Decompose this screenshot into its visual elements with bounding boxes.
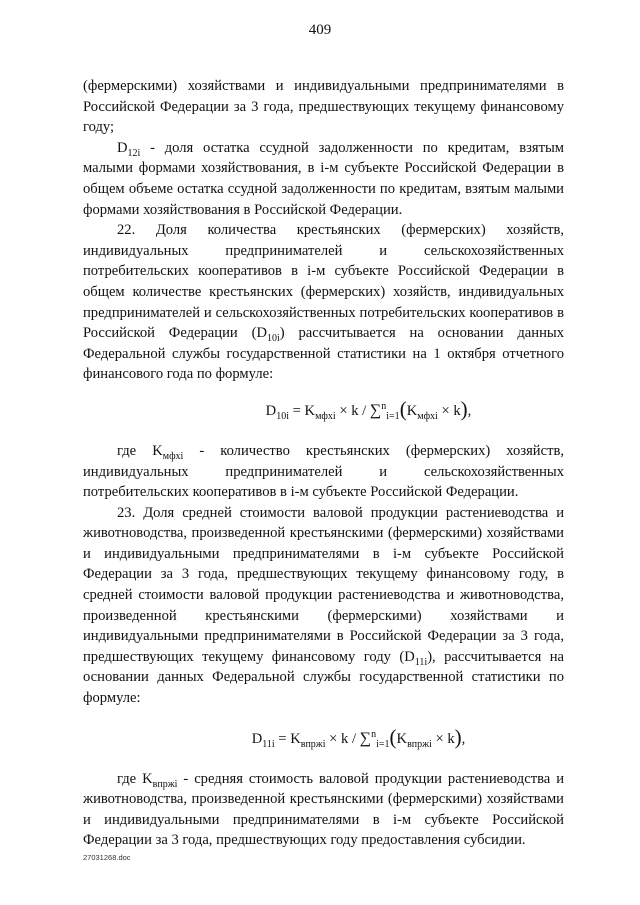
paragraph-text: - доля остатка ссудной задолженности по кредитам, взятым малыми формами хозяйствования, в i-м субъекте Российской Федерации в общем объеме остатка ссудной задолженности по кредитам, взятым малыми формами хозяйствования в Российской Федерации. [83,139,564,218]
formula-k-subscript: впржi [407,738,432,750]
paragraph-text: 23. Доля средней стоимости валовой продукции растениеводства и животноводства, произведенной крестьянскими (фермерскими) хозяйствами и индивидуальными предпринимателями в i-м субъекте Российской Федерации за 3 года, предшествующих текущему финансовому году, в средней стоимости валовой продукции растениеводства и животноводства, произведенной крестьянскими (фермерскими) хозяйствами и индивидуальными предпринимателями в Российской Федерации за 3 года, предшествующих текущему финансовому году ( [83,504,564,665]
document-body [83,76,564,851]
formula-comma: , [467,402,472,419]
formula-comma: , [461,730,466,747]
formula-k: K [406,402,418,419]
paragraph-text: 22. Доля количества крестьянских (фермерских) хозяйств, индивидуальных предпринимателей и сельскохозяйственных потребительских кооперативов в i-м субъекте Российской Федерации в общем количестве крестьянских (фермерских) хозяйств, индивидуальных предпринимателей и сельскохозяйственных потребительских кооперативов в Российской Федерации ( [83,222,564,342]
formula-lhs: D [251,730,263,747]
paragraph-kmfh-definition [83,441,564,503]
symbol-d: D [117,139,128,156]
formula-sum-upper: n [381,401,387,413]
paragraph-kvprzh-definition [83,769,564,851]
symbol-d: D [256,325,267,342]
paragraph-continuation [83,76,564,138]
formula-lhs-subscript: 10i [276,410,289,422]
paragraph-text: (фермерскими) хозяйствами и индивидуальными предпринимателями в Российской Федерации за 3 года, предшествующих текущему финансовому году; [83,78,564,136]
symbol-k: K [142,770,153,787]
paragraph-text: ) рассчитывается на основании данных Федеральной службы государственной статистики на 1 октября отчетного финансового года по формуле: [83,325,565,383]
symbol-d: D [404,648,415,665]
formula-d10 [83,396,564,422]
paragraph-text: ), рассчитывается на основании данных Федеральной службы государственной статистики по формуле: [83,648,564,707]
formula-k: K [290,730,301,747]
formula-k-subscript: мфхi [417,410,438,422]
formula-equals: = [274,730,291,747]
symbol-subscript: мфхi [162,450,184,462]
formula-close-paren: ) [454,724,462,749]
formula-times-divide: × k / [335,402,370,419]
formula-times-divide: × k / [325,730,360,747]
symbol-subscript: 10i [266,333,280,345]
formula-k-subscript: впржi [300,738,326,750]
formula-sum-sign: ∑ [359,729,372,747]
footer-filename: 27031268.doc [83,853,131,862]
paragraph-text: где [117,442,153,459]
symbol-subscript: 11i [414,656,428,668]
formula-times-k: × k [437,402,461,419]
formula-close-paren: ) [460,396,468,421]
paragraph-d12-definition [83,138,564,220]
paragraph-text: - средняя стоимость валовой продукции растениеводства и животноводства, произведенной крестьянскими (фермерскими) хозяйствами и индивидуальными предпринимателями в i-м субъекте Российской Федерации за 3 года, предшествующих году предоставления субсидии. [83,770,565,849]
formula-lhs: D [265,402,277,419]
formula-sum-lower: i=1 [376,738,390,750]
formula-equals: = [289,402,305,419]
page-number: 409 [308,22,332,38]
formula-d11 [83,724,564,750]
formula-lhs-subscript: 11i [262,738,275,750]
symbol-subscript: впржi [152,778,178,790]
paragraph-item-23 [83,503,564,709]
formula-k: K [304,402,316,419]
paragraph-text: где [117,770,143,787]
formula-open-paren: ( [399,396,407,421]
symbol-subscript: 12i [127,147,141,159]
formula-sum-upper: n [371,728,377,740]
symbol-k: K [152,442,163,459]
paragraph-item-22 [83,220,564,385]
formula-k-subscript: мфхi [315,410,336,422]
paragraph-text: - количество крестьянских (фермерских) хозяйств, индивидуальных предпринимателей и сельскохозяйственных потребительских кооперативов в i-м субъекте Российской Федерации. [83,442,565,501]
formula-k: K [396,730,408,747]
formula-sum-sign: ∑ [369,401,382,419]
formula-times-k: × k [431,730,455,747]
formula-sum-lower: i=1 [386,410,400,422]
formula-open-paren: ( [389,724,397,749]
